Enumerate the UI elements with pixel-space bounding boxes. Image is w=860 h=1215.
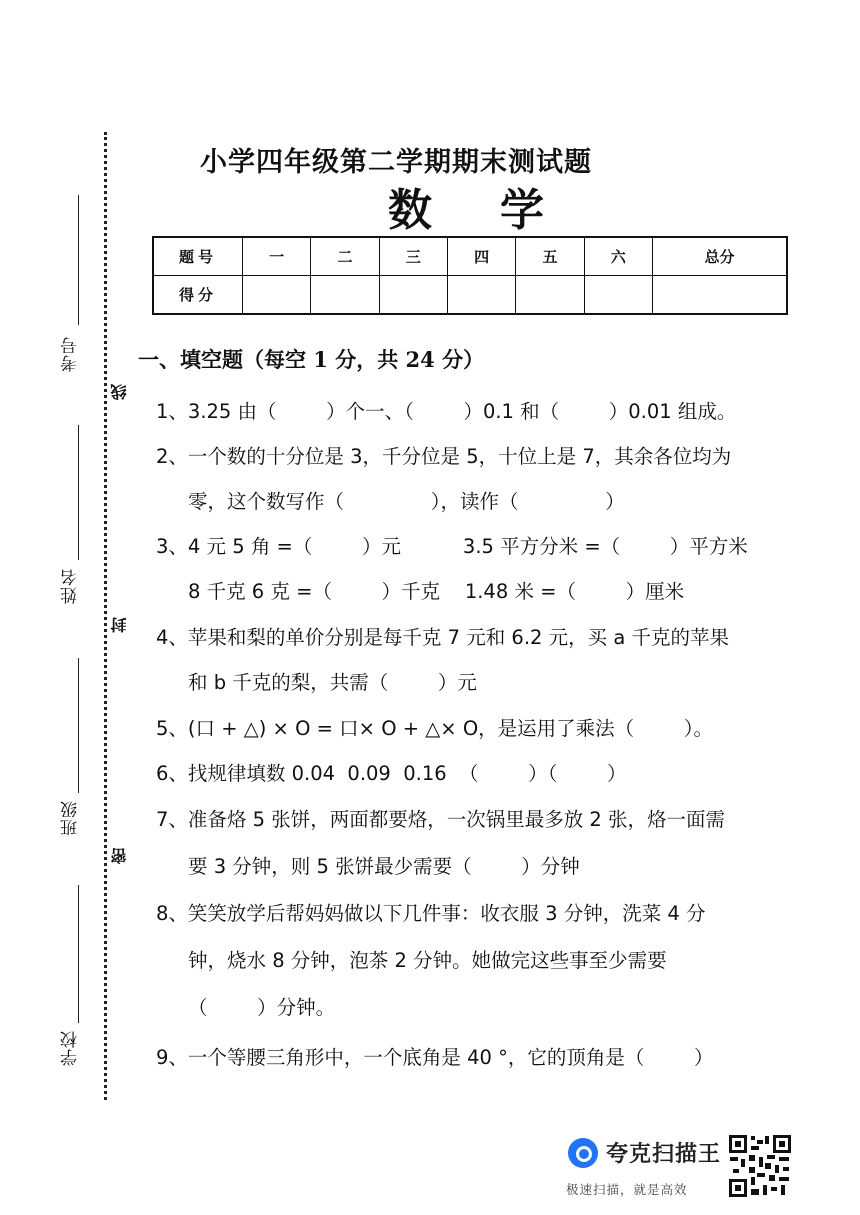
brand-slogan: 极速扫描，就是高效 [566,1182,688,1197]
question-5: 5、(口 + △) × O = 口× O + △× O，是运用了乘法（ ）。 [156,717,714,740]
field-label-class: 班级 [61,800,81,836]
field-label-school: 学校 [61,1030,81,1066]
field-label-exam-number: 考号 [61,336,81,372]
score-cell-header: 六 [584,237,652,276]
question-1: 1、3.25 由（ ）个一、（ ）0.1 和（ ）0.01 组成。 [156,400,737,423]
score-cell-empty [584,276,652,315]
score-cell-empty [447,276,515,315]
score-cell-header: 五 [516,237,584,276]
question-7-line-1: 7、准备烙 5 张饼，两面都要烙，一次锅里最多放 2 张，烙一面需 [156,808,726,831]
field-label-name: 姓名 [61,568,81,604]
question-4-line-2: 和 b 千克的梨，共需（ ）元 [188,671,477,694]
brand-name: 夸克扫描王 [606,1142,722,1167]
question-7-line-2: 要 3 分钟，则 5 张饼最少需要（ ）分钟 [188,855,580,878]
exam-number-line [78,195,79,325]
score-cell-header: 题号 [153,237,243,276]
score-cell-empty [516,276,584,315]
subject-title: 数学 [388,185,612,236]
exam-title: 小学四年级第二学期期末测试题 [200,147,592,178]
score-row-label: 得分 [153,276,243,315]
score-cell-empty [243,276,311,315]
score-cell-header: 三 [379,237,447,276]
seal-char-secret: 密 [110,848,129,864]
question-3-line-1: 3、4 元 5 角 =（ ）元 3.5 平方分米 =（ ）平方米 [156,535,748,558]
qr-code-icon [727,1133,793,1199]
score-cell-header: 四 [447,237,515,276]
question-2-line-1: 2、一个数的十分位是 3，千分位是 5，十位上是 7，其余各位均为 [156,445,732,468]
question-4-line-1: 4、苹果和梨的单价分别是每千克 7 元和 6.2 元，买 a 千克的苹果 [156,626,729,649]
seal-char-line: 线 [110,384,129,400]
scanner-brand [568,1137,721,1168]
seal-char-seal: 封 [110,617,129,633]
score-table-header-row [153,237,787,276]
score-cell-empty [652,276,787,315]
question-8-line-2: 钟，烧水 8 分钟，泡茶 2 分钟。她做完这些事至少需要 [188,949,667,972]
question-8-line-3: （ ）分钟。 [188,996,336,1019]
score-cell-empty [379,276,447,315]
binding-dotted-line [104,132,107,1100]
question-6: 6、找规律填数 0.04 0.09 0.16 （ ）（ ） [156,762,627,785]
class-line [78,658,79,793]
score-table-score-row [153,276,787,315]
name-line [78,425,79,560]
score-cell-header: 二 [311,237,379,276]
section-heading: 一、填空题（每空 1 分，共 24 分） [138,347,485,372]
quark-logo-icon [568,1138,598,1168]
score-cell-header: 一 [243,237,311,276]
question-3-line-2: 8 千克 6 克 =（ ）千克 1.48 米 =（ ）厘米 [188,580,685,603]
school-line [78,885,79,1023]
question-8-line-1: 8、笑笑放学后帮妈妈做以下几件事：收衣服 3 分钟，洗菜 4 分 [156,902,706,925]
score-cell-header: 总分 [652,237,787,276]
question-2-line-2: 零，这个数写作（ ），读作（ ） [188,490,625,513]
score-table [152,236,788,315]
score-cell-empty [311,276,379,315]
question-9: 9、一个等腰三角形中，一个底角是 40 °，它的顶角是（ ） [156,1046,714,1069]
